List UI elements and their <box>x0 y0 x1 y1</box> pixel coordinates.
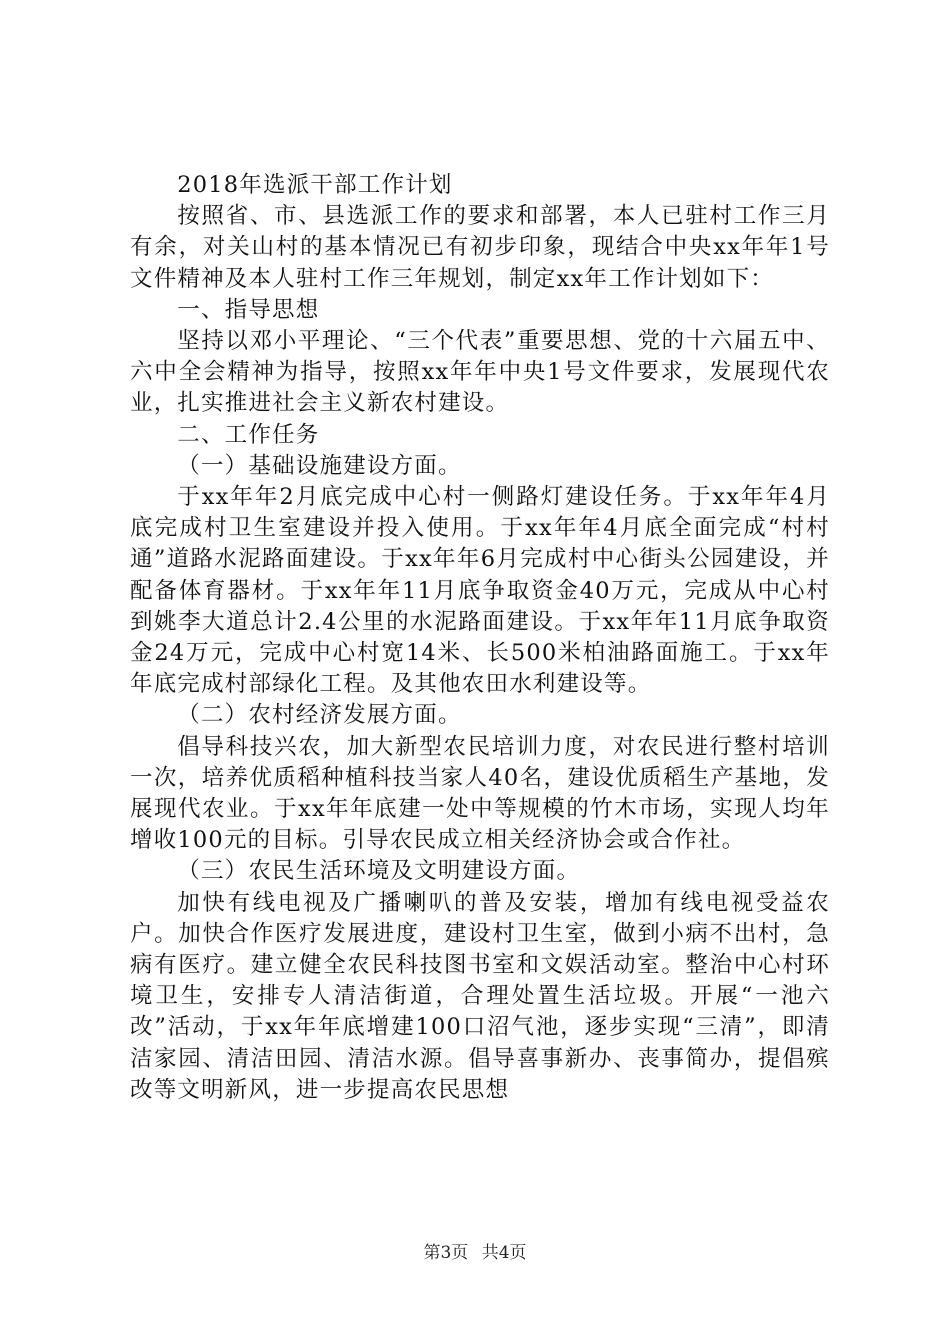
intro-paragraph: 按照省、市、县选派工作的要求和部署，本人已驻村工作三月有余，对关山村的基本情况已有初步印象，现结合中央xx年年1号文件精神及本人驻村工作三年规划，制定xx年工作计划如下： <box>130 203 830 292</box>
page-number-total: 共4页 <box>481 1243 527 1263</box>
subsection-heading-economy: （二）农村经济发展方面。 <box>177 702 462 729</box>
economy-paragraph: 倡导科技兴农，加大新型农民培训力度，对农民进行整村培训一次，培养优质稻种植科技当家人40名，建设优质稻生产基地，发展现代农业。于xx年年底建一处中等规模的竹木市场，实现人均年增收100元的目标。引导农民成立相关经济协会或合作社。 <box>130 733 830 854</box>
document-body <box>130 170 830 1106</box>
page-footer <box>0 1238 950 1263</box>
section-heading-work-tasks: 二、工作任务 <box>177 421 320 448</box>
document-title: 2018年选派干部工作计划 <box>177 172 453 198</box>
infrastructure-paragraph: 于xx年年2月底完成中心村一侧路灯建设任务。于xx年年4月底完成村卫生室建设并投入使用。于xx年年4月底全面完成“村村通”道路水泥路面建设。于xx年年6月完成村中心街头公园建设，并配备体育器材。于xx年年11月底争取资金40万元，完成从中心村到姚李大道总计2.4公里的水泥路面建设。于xx年年11月底争取资金24万元，完成中心村宽14米、长500米柏油路面施工。于xx年年底完成村部绿化工程。及其他农田水利建设等。 <box>130 484 830 698</box>
guiding-thought-paragraph: 坚持以邓小平理论、“三个代表”重要思想、党的十六届五中、六中全会精神为指导，按照xx年年中央1号文件要求，发展现代农业，扎实推进社会主义新农村建设。 <box>130 328 830 417</box>
section-heading-guiding-thought: 一、指导思想 <box>177 296 320 323</box>
page-number-current: 第3页 <box>423 1243 469 1263</box>
living-environment-paragraph: 加快有线电视及广播喇叭的普及安装，增加有线电视受益农户。加快合作医疗发展进度，建设村卫生室，做到小病不出村，急病有医疗。建立健全农民科技图书室和文娱活动室。整治中心村环境卫生，安排专人清洁街道，合理处置生活垃圾。开展“一池六改”活动，于xx年年底增建100口沼气池，逐步实现“三清”，即清洁家园、清洁田园、清洁水源。倡导喜事新办、丧事简办，提倡殡改等文明新风，进一步提高农民思想 <box>130 889 830 1103</box>
subsection-heading-infrastructure: （一）基础设施建设方面。 <box>177 452 462 479</box>
subsection-heading-living-environment: （三）农民生活环境及文明建设方面。 <box>177 858 581 885</box>
